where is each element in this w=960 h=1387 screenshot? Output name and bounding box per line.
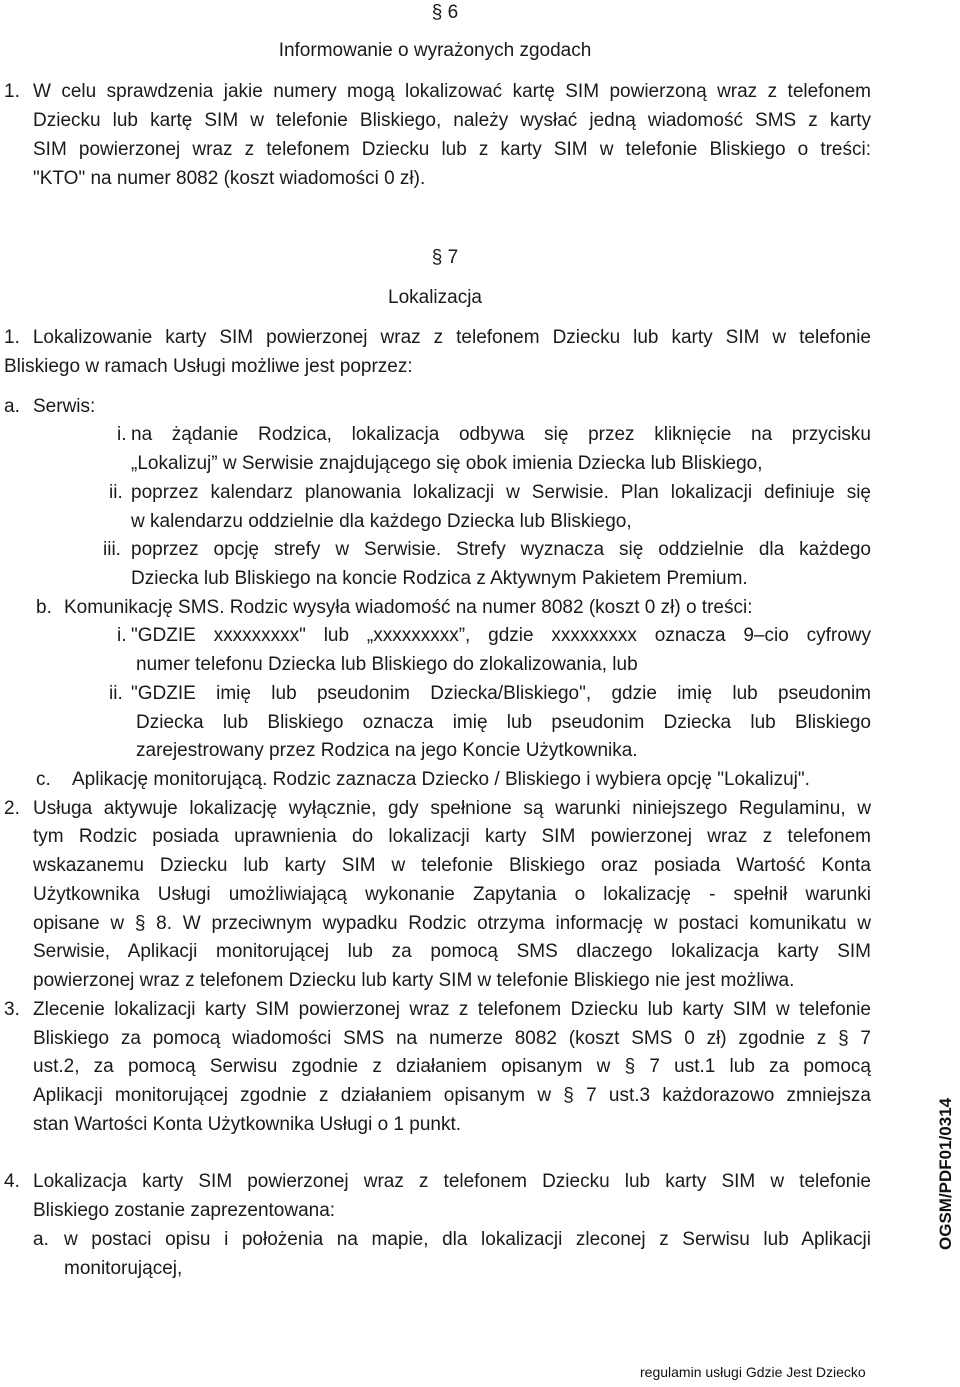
page-footer: regulamin usługi Gdzie Jest Dziecko <box>640 1364 866 1380</box>
sec6-p1-line: W celu sprawdzenia jakie numery mogą lokalizować kartę SIM powierzoną wraz z telefonem <box>33 81 871 102</box>
list-text-b: Komunikację SMS. Rodzic wysyła wiadomość na numer 8082 (koszt 0 zł) o treści: <box>64 597 753 618</box>
subitem-line: Dziecka lub Bliskiego na koncie Rodzica z Aktywnym Pakietem Premium. <box>131 568 748 589</box>
sec7-p4a-line: monitorującej, <box>64 1258 183 1279</box>
subitem-line: na żądanie Rodzica, lokalizacja odbywa się przez kliknięcie na przycisku <box>131 424 871 445</box>
subitem-line: poprzez kalendarz planowania lokalizacji w Serwisie. Plan lokalizacji definiuje się <box>131 482 871 503</box>
sec7-p2-line: powierzonej wraz z telefonem Dziecku lub karty SIM w telefonie Bliskiego nie jest możliwa. <box>33 970 795 991</box>
list-text-a: Serwis: <box>33 396 96 417</box>
sec7-p3-line: Zlecenie lokalizacji karty SIM powierzonej wraz z telefonem Dziecku lub karty SIM w telefonie <box>33 999 871 1020</box>
sec7-p2-line: Usługa aktywuje lokalizację wyłącznie, gdy spełnione są warunki niniejszego Regulaminu, w <box>33 798 871 819</box>
subitem-number: ii. <box>109 482 123 503</box>
subitem-number: i. <box>117 424 127 445</box>
section-7-title: Lokalizacja <box>388 287 482 308</box>
subitem-number: iii. <box>103 539 121 560</box>
sec7-p4-line: Bliskiego zostanie zaprezentowana: <box>33 1200 336 1221</box>
subitem-line: Dziecka lub Bliskiego oznacza imię lub pseudonim Dziecka lub Bliskiego <box>136 712 871 733</box>
sec7-p4-line: Lokalizacja karty SIM powierzonej wraz z telefonem Dziecku lub karty SIM w telefonie <box>33 1171 871 1192</box>
subitem-line: numer telefonu Dziecka lub Bliskiego do zlokalizowania, lub <box>136 654 638 675</box>
sec7-p1-line: 1. Lokalizowanie karty SIM powierzonej wraz z telefonem Dziecku lub karty SIM w telefonie <box>4 327 871 348</box>
sec7-p2-line: tym Rodzic posiada uprawnienia do lokalizacji karty SIM powierzonej wraz z telefonem <box>33 826 871 847</box>
subitem-line: „Lokalizuj” w Serwisie znajdującego się obok imienia Dziecka lub Bliskiego, <box>131 453 763 474</box>
list-text-c: Aplikację monitorującą. Rodzic zaznacza Dziecko / Bliskiego i wybiera opcję "Lokalizuj". <box>72 769 810 790</box>
sec7-p3-number: 3. <box>4 999 20 1020</box>
subitem-number: i. <box>117 625 127 646</box>
subitem-number: ii. <box>109 683 123 704</box>
list-label-a: a. <box>4 396 20 417</box>
subitem-line: w kalendarzu oddzielnie dla każdego Dziecka lub Bliskiego, <box>131 511 632 532</box>
sec7-p4a-label: a. <box>33 1229 49 1250</box>
document-code: OGSM/PDF01/0314 <box>936 1097 955 1250</box>
sec6-p1-line: SIM powierzonej wraz z telefonem Dziecku lub z karty SIM w telefonie Bliskiego o treści: <box>33 139 871 160</box>
sec7-p3-line: Aplikacji monitorującej zgodnie z działaniem opisanym w § 7 ust.3 każdorazowo zmniejsza <box>33 1085 871 1106</box>
sec6-p1-number: 1. <box>4 81 20 102</box>
sec7-p2-line: Serwisie, Aplikacji monitorującej lub za pomocą SMS dlaczego lokalizacja karty SIM <box>33 941 871 962</box>
sec7-p4-number: 4. <box>4 1171 20 1192</box>
sec7-p4a-line: w postaci opisu i położenia na mapie, dla lokalizacji zleconej z Serwisu lub Aplikacji <box>64 1229 871 1250</box>
sec7-p2-line: Użytkownika Usługi umożliwiającą wykonanie Zapytania o lokalizację - spełnił warunki <box>33 884 871 905</box>
subitem-line: "GDZIE xxxxxxxxx" lub „xxxxxxxxx”, gdzie xxxxxxxxx oznacza 9–cio cyfrowy <box>131 625 871 646</box>
sec7-p2-number: 2. <box>4 798 20 819</box>
subitem-line: poprzez opcję strefy w Serwisie. Strefy wyznacza się oddzielnie dla każdego <box>131 539 871 560</box>
section-6-heading: § 6 <box>431 2 459 23</box>
sec6-p1-line: Dziecku lub kartę SIM w telefonie Bliskiego, należy wysłać jedną wiadomość SMS z karty <box>33 110 871 131</box>
sec6-p1-line: "KTO" na numer 8082 (koszt wiadomości 0 zł). <box>33 168 426 189</box>
subitem-line: "GDZIE imię lub pseudonim Dziecka/Bliskiego", gdzie imię lub pseudonim <box>131 683 871 704</box>
sec7-p3-line: ust.2, za pomocą Serwisu zgodnie z działaniem opisanym w § 7 ust.1 lub za pomocą <box>33 1056 871 1077</box>
list-label-b: b. <box>36 597 52 618</box>
subitem-line: zarejestrowany przez Rodzica na jego Koncie Użytkownika. <box>136 740 638 761</box>
section-7-heading: § 7 <box>431 247 459 268</box>
list-label-c: c. <box>36 769 51 790</box>
sec7-p3-line: Bliskiego za pomocą wiadomości SMS na numerze 8082 (koszt SMS 0 zł) zgodnie z § 7 <box>33 1028 871 1049</box>
sec7-p3-line: stan Wartości Konta Użytkownika Usługi o 1 punkt. <box>33 1114 462 1135</box>
sec7-p1-line: Bliskiego w ramach Usługi możliwe jest poprzez: <box>4 356 413 377</box>
section-6-title: Informowanie o wyrażonych zgodach <box>278 40 592 61</box>
sec7-p2-line: opisane w § 8. W przeciwnym wypadku Rodzic otrzyma informację w postaci komunikatu w <box>33 913 871 934</box>
sec7-p2-line: wskazanemu Dziecku lub karty SIM w telefonie Bliskiego oraz posiada Wartość Konta <box>33 855 871 876</box>
